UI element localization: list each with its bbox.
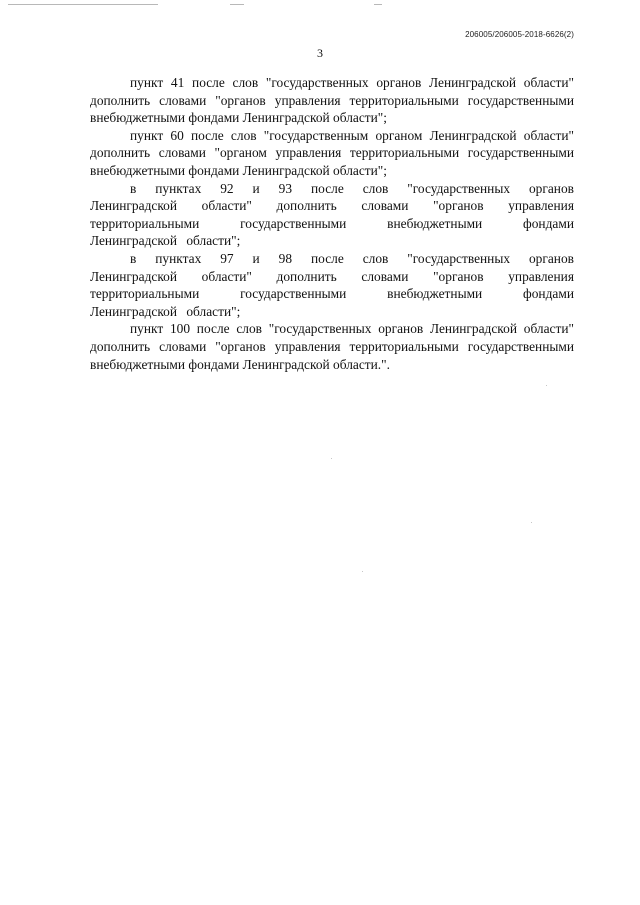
paragraph-punkt-100: пункт 100 после слов "государственных органов Ленинградской области" дополнить словами "органов управления территориальными государственными внебюджетными фондами Ленинградской области.".: [90, 321, 574, 372]
scan-speck: [546, 385, 547, 386]
paragraph-punkt-60: пункт 60 после слов "государственным органом Ленинградской области" дополнить словами "органом управления территориальными государственными внебюджетными фондами Ленинградской области";: [90, 127, 574, 178]
scan-speck: [362, 571, 363, 572]
document-code: 206005/206005-2018-6626(2): [465, 30, 574, 39]
paragraph-punkty-92-93: в пунктах 92 и 93 после слов "государственных органов Ленинградской области" дополнить словами "органов управления территориальными государственными внебюджетными фондами Ленинградской области";: [90, 180, 574, 249]
page-number: 3: [317, 46, 323, 60]
scan-speck: [331, 458, 332, 459]
scan-speck: [531, 522, 532, 523]
paragraph-punkty-97-98: в пунктах 97 и 98 после слов "государственных органов Ленинградской области" дополнить словами "органов управления территориальными государственными внебюджетными фондами Ленинградской области";: [90, 250, 574, 319]
paragraph-punkt-41: пункт 41 после слов "государственных органов Ленинградской области" дополнить словами "органов управления территориальными государственными внебюджетными фондами Ленинградской области";: [90, 75, 574, 126]
scan-header-marks: [8, 4, 408, 8]
document-body: [90, 74, 574, 373]
